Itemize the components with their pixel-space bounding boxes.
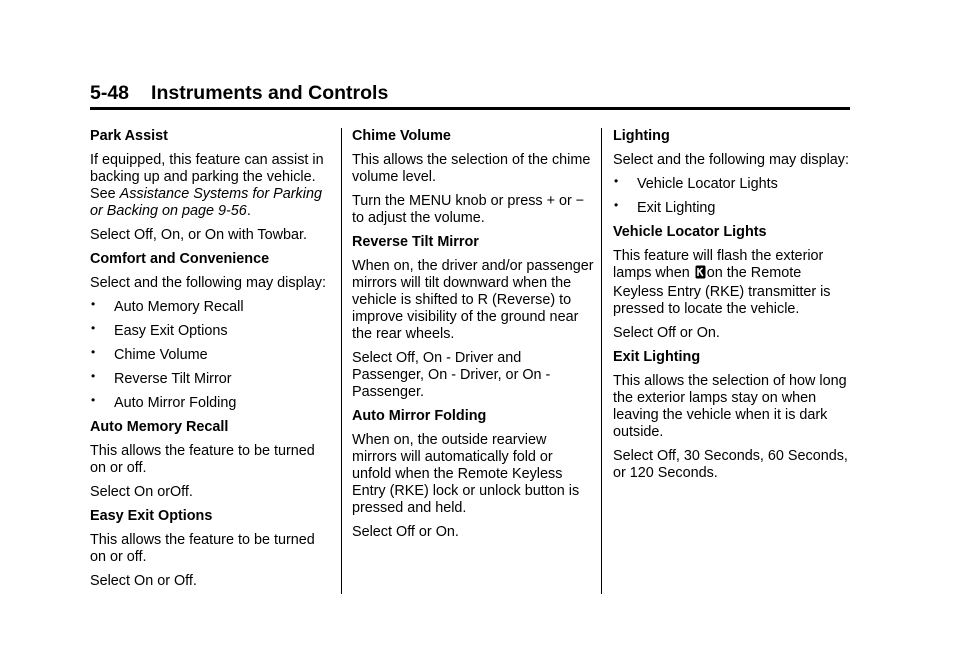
exit-lighting-desc: This allows the selection of how long the exterior lamps stay on when leaving the vehicle when it is dark outside. bbox=[613, 373, 847, 440]
bullet-icon: • bbox=[91, 369, 96, 383]
column-divider-2 bbox=[601, 128, 602, 594]
vehicle-locator-lights-heading: Vehicle Locator Lights bbox=[613, 224, 767, 240]
vehicle-locator-lights-options: Select Off or On. bbox=[613, 325, 720, 341]
list-item bbox=[90, 299, 332, 316]
park-assist-text-end: . bbox=[246, 203, 251, 219]
page-number: 5-48 bbox=[90, 82, 130, 104]
list-item bbox=[90, 395, 332, 412]
column-2 bbox=[352, 128, 594, 548]
page-header bbox=[90, 80, 850, 110]
bullet-icon: • bbox=[91, 345, 96, 359]
chime-volume-heading: Chime Volume bbox=[352, 128, 451, 144]
bullet-icon: • bbox=[614, 198, 619, 212]
list-item bbox=[613, 176, 855, 193]
column-1 bbox=[90, 128, 332, 597]
bullet-icon: • bbox=[91, 321, 96, 335]
vll-text-a: This feature will flash the exterior lamps when bbox=[613, 248, 824, 281]
header-rule bbox=[90, 107, 850, 110]
column-3 bbox=[613, 128, 855, 489]
exit-lighting-heading: Exit Lighting bbox=[613, 349, 701, 365]
rke-lock-key-icon bbox=[695, 265, 706, 284]
bullet-icon: • bbox=[91, 297, 96, 311]
list-item-label: Chime Volume bbox=[114, 347, 208, 363]
list-item bbox=[90, 371, 332, 388]
park-assist-heading: Park Assist bbox=[90, 128, 168, 144]
list-item-label: Reverse Tilt Mirror bbox=[114, 371, 232, 387]
easy-exit-options-options: Select On or Off. bbox=[90, 573, 197, 589]
reverse-tilt-mirror-heading: Reverse Tilt Mirror bbox=[352, 234, 479, 250]
bullet-icon: • bbox=[91, 393, 96, 407]
auto-mirror-folding-heading: Auto Mirror Folding bbox=[352, 408, 487, 424]
auto-mirror-folding-desc: When on, the outside rearview mirrors will automatically fold or unfold when the Remote Keyless Entry (RKE) lock or unlock button is pressed and held. bbox=[352, 432, 580, 516]
auto-memory-recall-heading: Auto Memory Recall bbox=[90, 419, 229, 435]
lighting-intro: Select and the following may display: bbox=[613, 152, 849, 168]
column-divider-1 bbox=[341, 128, 342, 594]
list-item-label: Easy Exit Options bbox=[114, 323, 228, 339]
comfort-heading: Comfort and Convenience bbox=[90, 251, 270, 267]
list-item-label: Auto Memory Recall bbox=[114, 299, 244, 315]
list-item bbox=[90, 347, 332, 364]
easy-exit-options-desc: This allows the feature to be turned on or off. bbox=[90, 532, 315, 565]
auto-mirror-folding-options: Select Off or On. bbox=[352, 524, 459, 540]
section-title: Instruments and Controls bbox=[151, 82, 389, 104]
list-item-label: Auto Mirror Folding bbox=[114, 395, 237, 411]
reverse-tilt-mirror-desc: When on, the driver and/or passenger mirrors will tilt downward when the vehicle is shifted to R (Reverse) to improve visibility of the ground near the rear wheels. bbox=[352, 258, 594, 342]
chime-volume-instructions: Turn the MENU knob or press + or − to adjust the volume. bbox=[352, 193, 585, 226]
list-item-label: Vehicle Locator Lights bbox=[637, 176, 778, 192]
lighting-heading: Lighting bbox=[613, 128, 670, 144]
chime-volume-desc: This allows the selection of the chime volume level. bbox=[352, 152, 591, 185]
park-assist-paragraph bbox=[90, 152, 332, 220]
cross-reference-link[interactable]: Assistance Systems for Parking or Backing on page 9-56 bbox=[90, 186, 322, 219]
auto-memory-recall-options: Select On orOff. bbox=[90, 484, 193, 500]
comfort-intro: Select and the following may display: bbox=[90, 275, 326, 291]
list-item bbox=[90, 323, 332, 340]
vll-text-b: on the Remote Keyless Entry (RKE) transmitter is pressed to locate the vehicle. bbox=[613, 265, 831, 317]
list-item-label: Exit Lighting bbox=[637, 200, 716, 216]
vehicle-locator-lights-desc bbox=[613, 248, 855, 318]
park-assist-options: Select Off, On, or On with Towbar. bbox=[90, 227, 308, 243]
reverse-tilt-mirror-options: Select Off, On - Driver and Passenger, On - Driver, or On - Passenger. bbox=[352, 350, 551, 400]
park-assist-text: If equipped, this feature can assist in backing up and parking the vehicle. See bbox=[90, 152, 324, 202]
exit-lighting-options: Select Off, 30 Seconds, 60 Seconds, or 120 Seconds. bbox=[613, 448, 848, 481]
auto-memory-recall-desc: This allows the feature to be turned on or off. bbox=[90, 443, 315, 476]
list-item bbox=[613, 200, 855, 217]
easy-exit-options-heading: Easy Exit Options bbox=[90, 508, 213, 524]
bullet-icon: • bbox=[614, 174, 619, 188]
